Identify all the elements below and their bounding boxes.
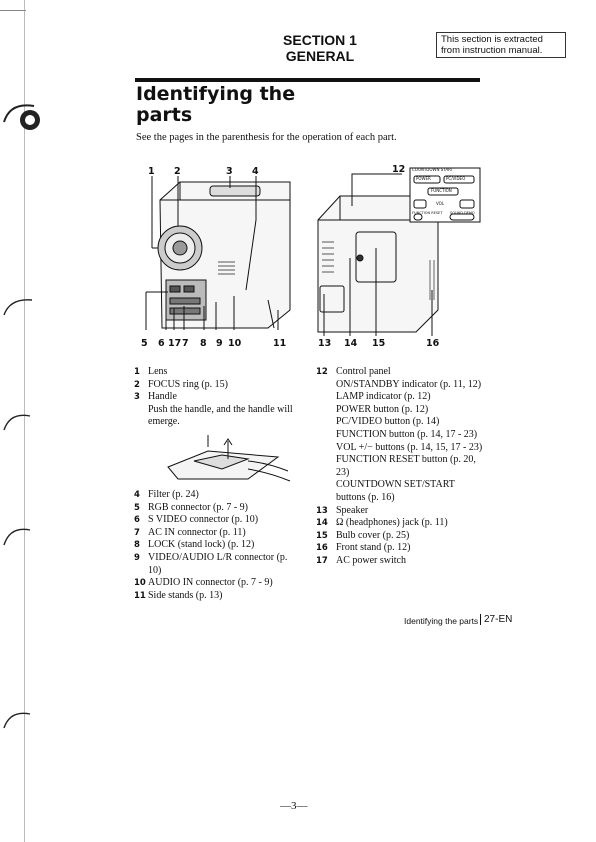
projector-front-illustration: [140, 160, 300, 350]
section-title: SECTION 1: [283, 32, 357, 48]
callout-9: 9: [216, 338, 223, 349]
corner-mark: [0, 10, 26, 11]
callout-7: 7: [182, 338, 189, 349]
list-item: VOL +/− buttons (p. 14, 15, 17 - 23): [336, 441, 483, 453]
list-item: 2 FOCUS ring (p. 15): [134, 378, 229, 390]
callout-17: 17: [168, 338, 182, 349]
binding-marks: [0, 100, 46, 740]
callout-11: 11: [273, 338, 287, 349]
callout-6: 6: [158, 338, 165, 349]
list-item: Push the handle, and the handle will emerge.: [148, 403, 293, 428]
list-item: 13 Speaker: [316, 504, 369, 516]
list-item: FUNCTION button (p. 14, 17 - 23): [336, 428, 478, 440]
list-item: 12 Control panel: [316, 366, 391, 377]
section-subtitle: GENERAL: [285, 48, 355, 64]
page-number: —3—: [280, 800, 308, 812]
callout-5: 5: [141, 338, 148, 349]
list-item: 5 RGB connector (p. 7 - 9): [134, 501, 248, 513]
list-item: POWER button (p. 12): [336, 403, 429, 415]
parts-list-right: [316, 366, 486, 568]
list-item: 3 Handle: [134, 391, 177, 403]
list-item: ON/STANDBY indicator (p. 11, 12): [336, 378, 482, 390]
callout-16: 16: [426, 338, 440, 349]
page-title: Identifying the parts: [136, 83, 296, 126]
list-item: FUNCTION RESET button (p. 20, 23): [336, 454, 476, 478]
handle-illustration: [148, 431, 298, 489]
list-item: 14 Ω (headphones) jack (p. 11): [316, 517, 448, 529]
list-item: 17 AC power switch: [316, 554, 406, 566]
list-item: 11 Side stands (p. 13): [134, 589, 223, 601]
intro-text: See the pages in the parenthesis for the operation of each part.: [136, 132, 397, 143]
label-vol: VOL: [436, 201, 445, 206]
list-item: 10 AUDIO IN connector (p. 7 - 9): [134, 577, 273, 589]
list-item: 15 Bulb cover (p. 25): [316, 529, 410, 541]
list-item: 7 AC IN connector (p. 11): [134, 526, 246, 538]
callout-8: 8: [200, 338, 207, 349]
parts-list-left: [134, 366, 294, 602]
callout-4: 4: [252, 166, 259, 177]
extract-note: This section is extracted from instruction manual.: [436, 32, 566, 58]
list-item: 4 Filter (p. 24): [134, 488, 199, 500]
label-sound-demo: SOUND DEMO: [450, 211, 475, 215]
callout-12: 12: [392, 164, 406, 175]
control-panel-labels: [412, 167, 453, 172]
list-item: 16 Front stand (p. 12): [316, 542, 411, 554]
list-item: 1 Lens: [134, 366, 168, 377]
footer-page: 27-EN: [480, 614, 512, 625]
callout-15: 15: [372, 338, 386, 349]
label-function-reset: FUNCTION RESET: [412, 211, 443, 215]
callout-2: 2: [174, 166, 181, 177]
heading-rule: [135, 78, 480, 82]
section-header: [255, 32, 385, 64]
list-item: 6 S VIDEO connector (p. 10): [134, 514, 259, 526]
list-item: 9 VIDEO/AUDIO L/R connector (p. 10): [134, 551, 288, 576]
label-countdown: COUNTDOWN START: [412, 167, 454, 172]
projector-rear-illustration: [310, 160, 490, 350]
footer-title: Identifying the parts: [404, 616, 479, 626]
list-item: 8 LOCK (stand lock) (p. 12): [134, 539, 255, 551]
list-item: LAMP indicator (p. 12): [336, 391, 431, 403]
callout-3: 3: [226, 166, 233, 177]
callout-10: 10: [228, 338, 242, 349]
label-power: POWER: [416, 176, 431, 181]
list-item: PC/VIDEO button (p. 14): [336, 416, 440, 428]
callout-14: 14: [344, 338, 358, 349]
label-pc-video: PC/VIDEO: [446, 176, 466, 181]
label-function: FUNCTION: [431, 188, 452, 193]
callout-13: 13: [318, 338, 332, 349]
list-item: COUNTDOWN SET/START buttons (p. 16): [336, 479, 455, 503]
callout-1: 1: [148, 166, 155, 177]
